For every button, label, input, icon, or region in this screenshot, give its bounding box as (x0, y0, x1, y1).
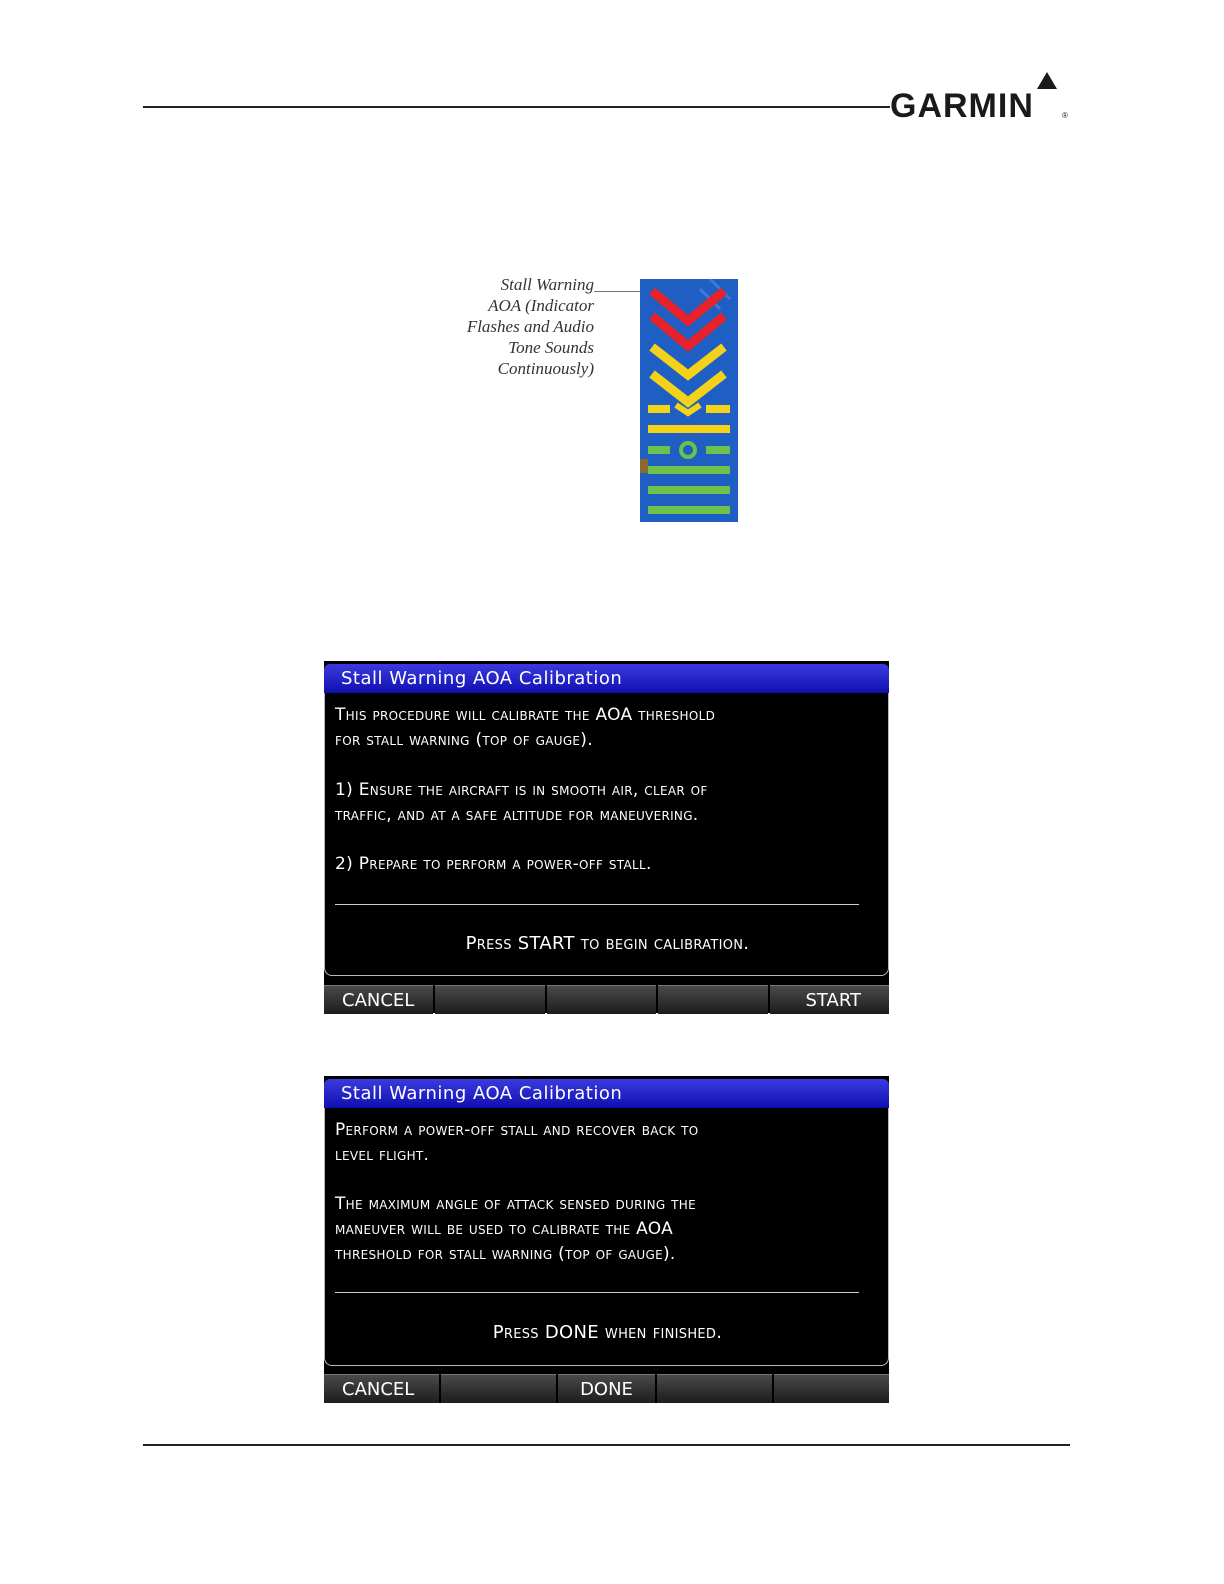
callout-leader-line (594, 291, 644, 292)
aoa-yellow-bar-left (648, 405, 670, 413)
garmin-logo: GARMIN (890, 87, 1034, 125)
calibration-info-text: The maximum angle of attack sensed during the maneuver will be used to calibrate the AOA threshold for stall warning (top of gauge). (335, 1194, 696, 1264)
calibration-in-progress-screen (324, 1076, 889, 1403)
softkey-2[interactable] (435, 985, 544, 1014)
callout-line: Flashes and Audio (466, 317, 594, 336)
aoa-green-bar-left (648, 446, 670, 454)
start-softkey[interactable]: START (770, 985, 889, 1014)
callout-line: Stall Warning (500, 275, 594, 294)
stall-warning-callout (462, 274, 594, 379)
softkey-4[interactable] (657, 1374, 772, 1403)
content-panel (324, 1108, 889, 1366)
softkey-2[interactable] (441, 1374, 556, 1403)
registered-mark: ® (1062, 111, 1068, 120)
softkey-3[interactable] (547, 985, 656, 1014)
cancel-softkey[interactable]: CANCEL (324, 985, 433, 1014)
cancel-softkey[interactable]: CANCEL (324, 1374, 439, 1403)
step-2-text: 2) Prepare to perform a power-off stall. (335, 854, 652, 874)
aoa-green-bar (648, 506, 730, 514)
footer-rule (143, 1444, 1070, 1446)
aoa-green-bar-right (706, 446, 730, 454)
aoa-green-bar (648, 486, 730, 494)
divider (335, 1292, 859, 1293)
divider (335, 904, 859, 905)
callout-line: Continuously) (497, 359, 594, 378)
softkey-bar (324, 985, 889, 1014)
header-rule (143, 106, 890, 108)
softkey-bar (324, 1374, 889, 1403)
intro-text: This procedure will calibrate the AOA threshold for stall warning (top of gauge). (335, 705, 716, 750)
calibration-start-screen (324, 661, 889, 1013)
page-title: Stall Warning AOA Calibration (324, 1079, 889, 1108)
done-softkey[interactable]: DONE (558, 1374, 655, 1403)
aoa-yellow-bar-full (648, 425, 730, 433)
aoa-gauge-icon (640, 279, 738, 522)
callout-line: AOA (Indicator (488, 296, 594, 315)
start-prompt: Press START to begin calibration. (465, 933, 750, 954)
callout-line: Tone Sounds (508, 338, 594, 357)
done-prompt: Press DONE when finished. (492, 1322, 723, 1343)
page-title: Stall Warning AOA Calibration (324, 664, 889, 693)
aoa-yellow-bar-right (706, 405, 730, 413)
aoa-green-bar (648, 466, 730, 474)
softkey-4[interactable] (658, 985, 767, 1014)
step-1-text: 1) Ensure the aircraft is in smooth air, clear of traffic, and at a safe altitude for maneuvering. (335, 780, 708, 825)
softkey-5[interactable] (774, 1374, 889, 1403)
instruction-text: Perform a power-off stall and recover back to level flight. (335, 1120, 699, 1165)
content-panel (324, 693, 889, 976)
